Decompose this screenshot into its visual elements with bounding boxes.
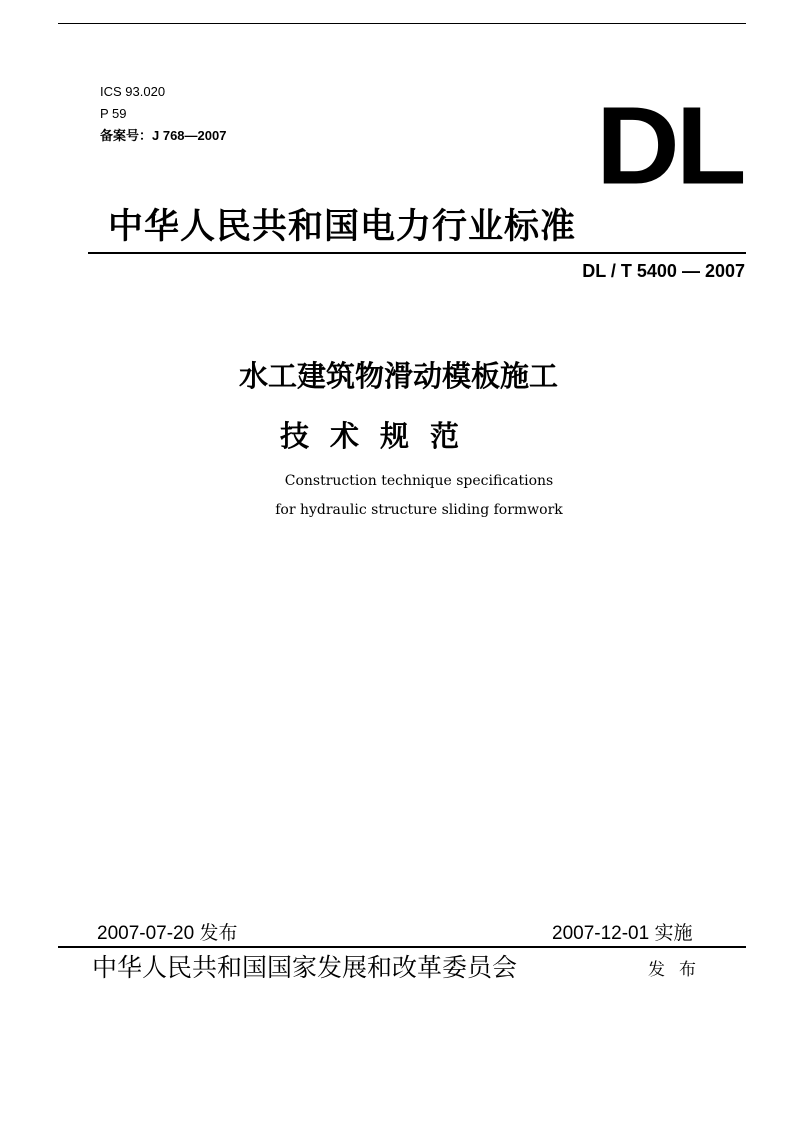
document-title-line-1: 水工建筑物滑动模板施工 [238,359,558,393]
english-title-line-2: for hydraulic structure sliding formwork [275,502,563,518]
document-title-line-2: 技术规范 [280,419,481,453]
issue-date: 2007-07-20 发布 [97,923,238,944]
issuing-authority: 中华人民共和国国家发展和改革委员会 [92,953,518,982]
standard-number: DL / T 5400 — 2007 [582,261,745,281]
bottom-rule [58,946,746,948]
english-title-line-1: Construction technique specifications [284,473,554,489]
standard-rule [88,252,746,254]
dl-logo: DL [596,83,743,208]
classification-code: P 59 [100,106,127,121]
top-rule [58,23,746,24]
issue-label: 发布 [648,960,710,980]
implementation-date: 2007-12-01 实施 [552,923,693,944]
ics-code: ICS 93.020 [100,84,166,99]
standard-title: 中华人民共和国电力行业标准 [108,207,577,247]
record-number: 备案号：J 768—2007 [100,128,227,143]
